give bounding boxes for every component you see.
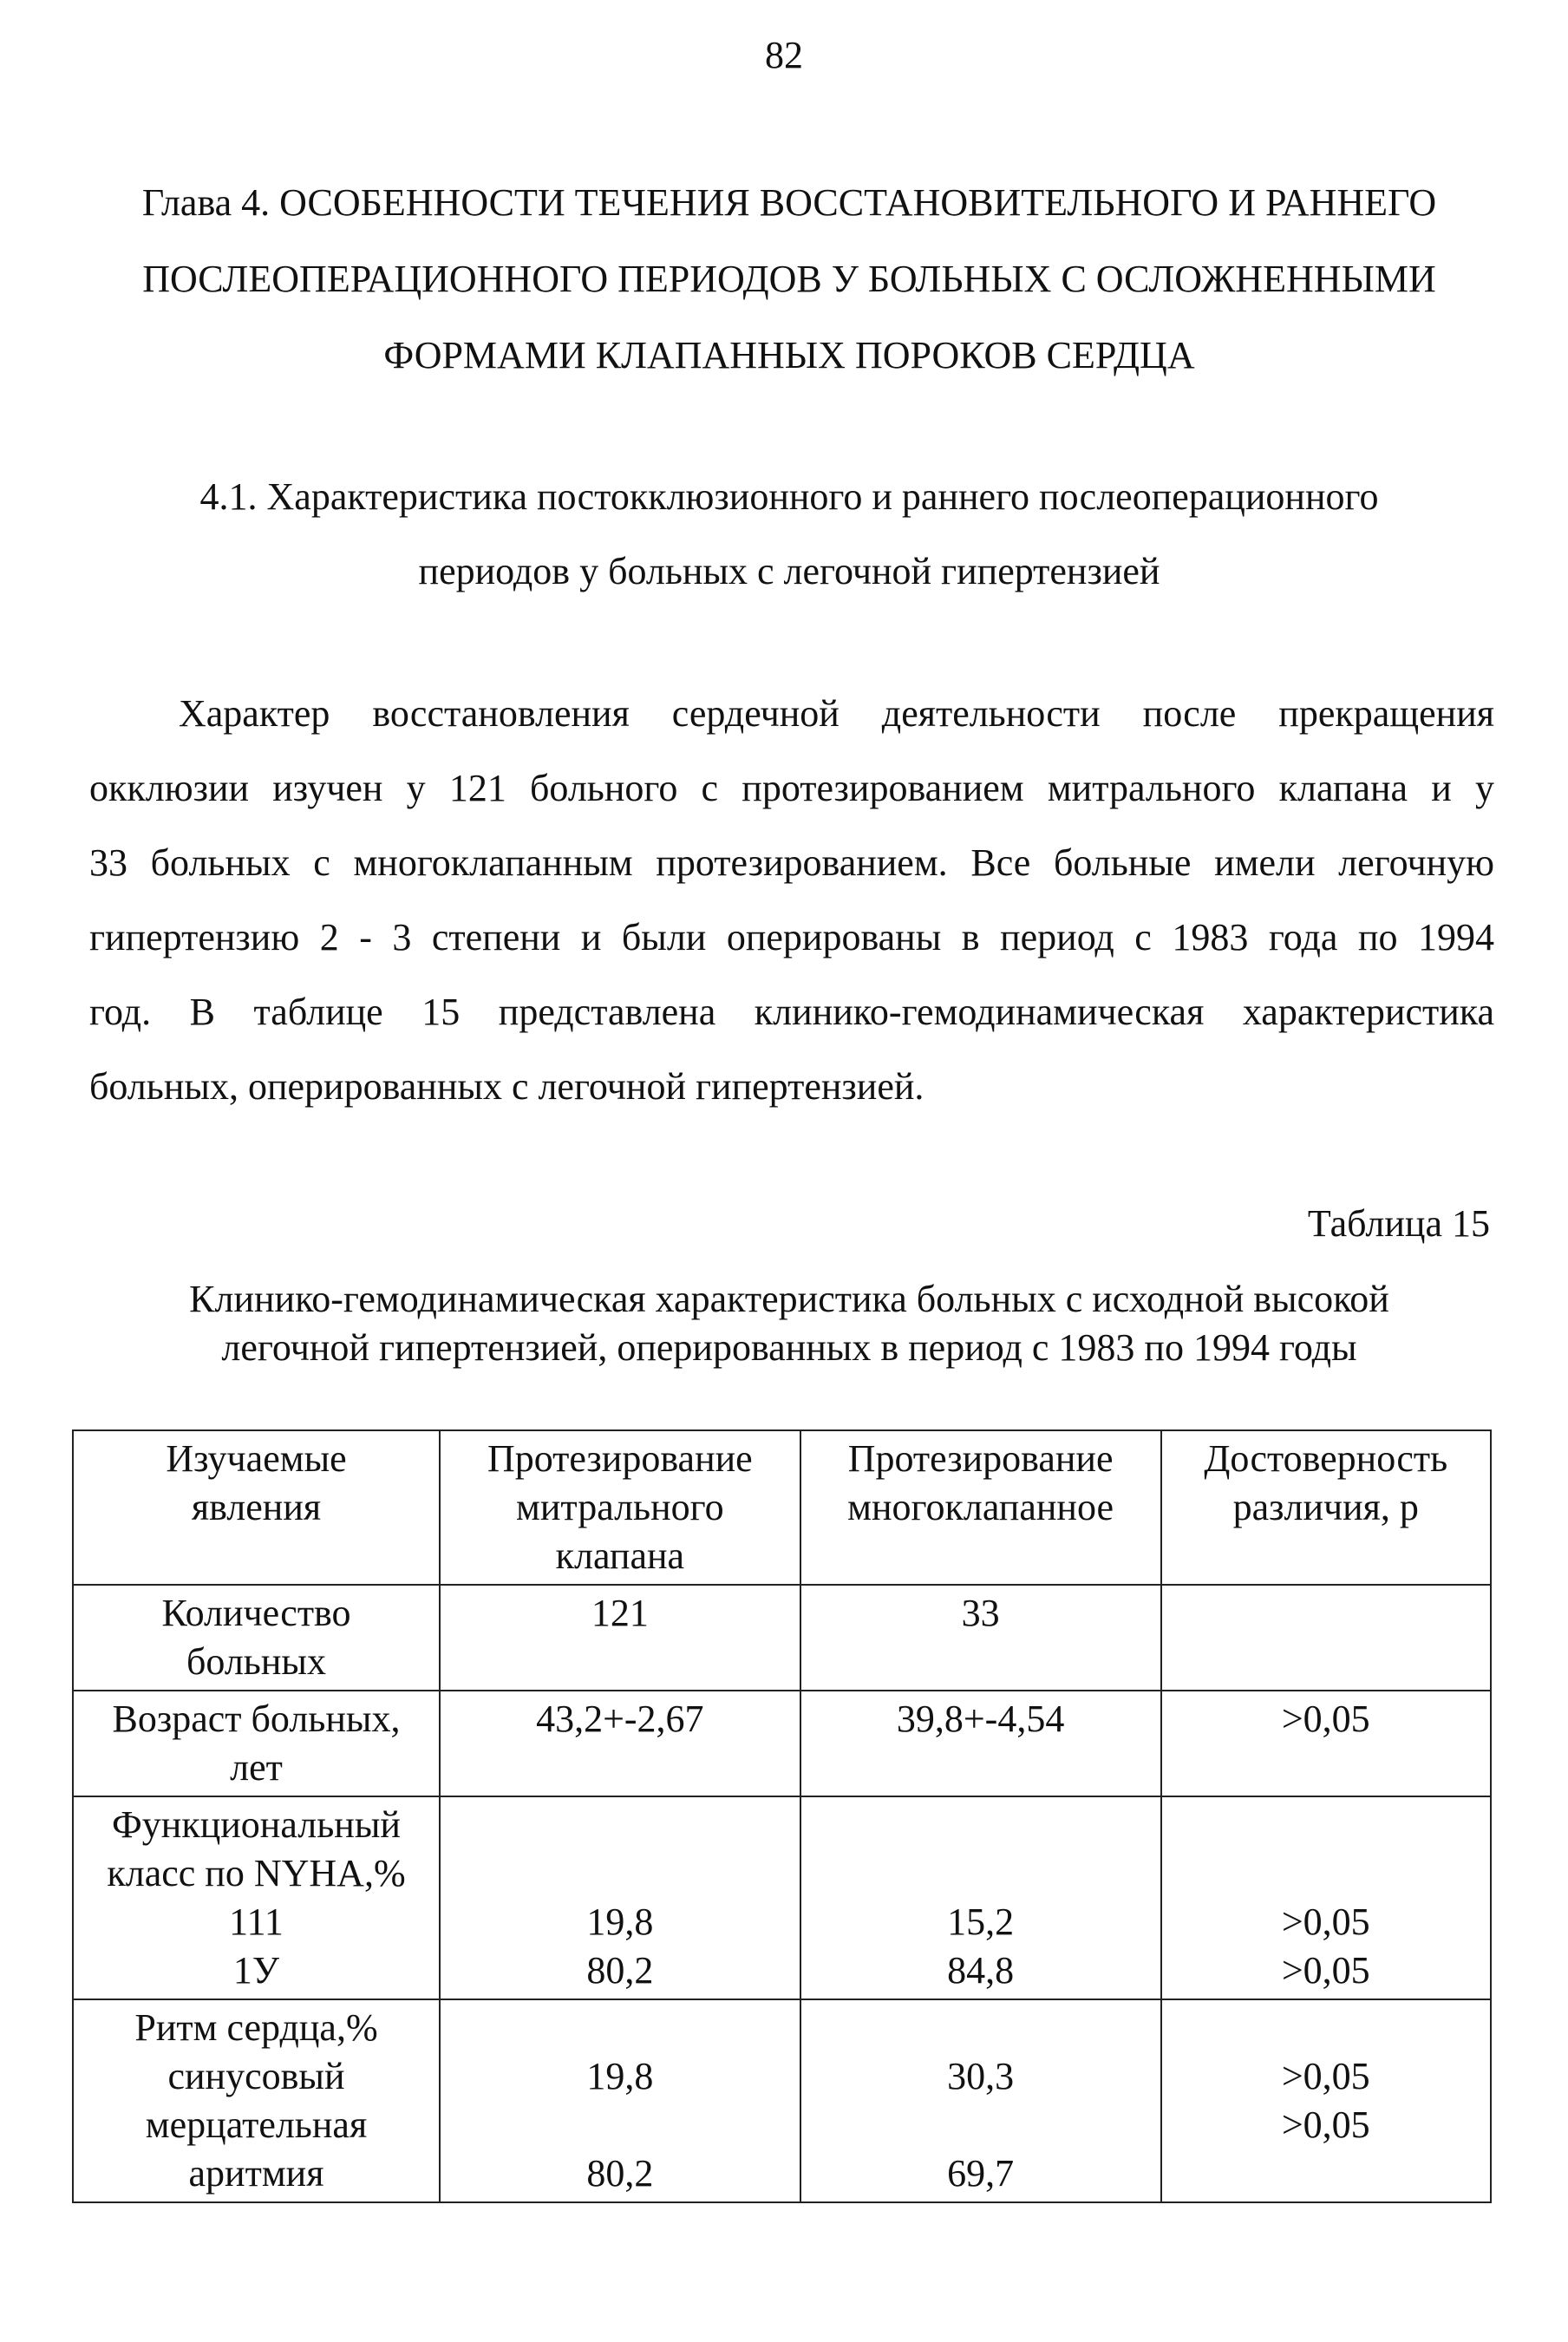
table-row xyxy=(73,1999,1491,2202)
chapter-heading-line: ФОРМАМИ КЛАПАННЫХ ПОРОКОВ СЕРДЦА xyxy=(383,334,1195,376)
cell-line: мерцательная xyxy=(145,2103,368,2146)
header-cell-significance xyxy=(1161,1430,1491,1585)
cell-line: >0,05 xyxy=(1281,2103,1370,2146)
row-label-cell xyxy=(73,1999,440,2202)
cell-line: явления xyxy=(191,1486,322,1528)
chapter-heading-line: ПОСЛЕОПЕРАЦИОННОГО ПЕРИОДОВ У БОЛЬНЫХ С ОСЛОЖНЕННЫМИ xyxy=(142,258,1436,300)
cell-line: Функциональный xyxy=(112,1803,401,1846)
cell-line: синусовый xyxy=(167,2055,345,2097)
cell-line: класс по NYHA,% xyxy=(107,1852,406,1894)
table-row xyxy=(73,1585,1491,1691)
value-cell: 43,2+-2,67 xyxy=(440,1691,800,1796)
value-cell xyxy=(440,1999,800,2202)
paragraph-line: Характер восстановления сердечной деятельности после прекращения xyxy=(179,692,1494,735)
value-cell: >0,05 xyxy=(1161,1691,1491,1796)
table-header-row xyxy=(73,1430,1491,1585)
section-heading xyxy=(52,460,1526,609)
cell-line: Протезирование xyxy=(487,1437,753,1480)
section-heading-line: 4.1. Характеристика постокклюзионного и раннего послеоперационного xyxy=(199,475,1379,518)
cell-line: клапана xyxy=(555,1534,685,1577)
table-row xyxy=(73,1796,1491,1999)
cell-line: Возраст больных, xyxy=(112,1698,401,1740)
row-label-cell xyxy=(73,1796,440,1999)
value-cell xyxy=(440,1796,800,1999)
cell-line: 111 xyxy=(229,1900,284,1943)
cell-line: 80,2 xyxy=(586,2152,654,2195)
value-cell xyxy=(800,1796,1161,1999)
cell-line: Протезирование xyxy=(847,1437,1114,1480)
value-cell xyxy=(1161,1796,1491,1999)
cell-line: Ритм сердца,% xyxy=(134,2006,378,2049)
value-cell xyxy=(1161,1585,1491,1691)
value-cell xyxy=(1161,1999,1491,2202)
cell-line: >0,05 xyxy=(1281,1900,1370,1943)
value-cell: 33 xyxy=(800,1585,1161,1691)
cell-line: 15,2 xyxy=(947,1900,1015,1943)
cell-line: Изучаемые xyxy=(166,1437,347,1480)
page-number: 82 xyxy=(765,34,803,76)
paragraph-line: гипертензию 2 - 3 степени и были оперированы в период с 1983 года по 1994 xyxy=(89,916,1494,958)
cell-line: 80,2 xyxy=(586,1949,654,1992)
cell-line: многоклапанное xyxy=(847,1486,1114,1528)
cell-line: 1У xyxy=(232,1949,280,1992)
paragraph-line: год. В таблице 15 представлена клинико-гемодинамическая характеристика xyxy=(89,991,1494,1033)
row-label-cell xyxy=(73,1691,440,1796)
value-cell xyxy=(800,1999,1161,2202)
cell-line: 19,8 xyxy=(586,2055,654,2097)
cell-line: Достоверность xyxy=(1204,1437,1448,1480)
paragraph-line: 33 больных с многоклапанным протезированием. Все больные имели легочную xyxy=(89,841,1494,884)
cell-line: лет xyxy=(230,1746,283,1789)
table-label: Таблица 15 xyxy=(1307,1202,1490,1245)
cell-line: 69,7 xyxy=(947,2152,1015,2195)
cell-line: 19,8 xyxy=(586,1900,654,1943)
section-heading-line: периодов у больных с легочной гипертензией xyxy=(418,550,1160,592)
paragraph-line: больных, оперированных с легочной гипертензией. xyxy=(89,1065,924,1108)
cell-line: больных xyxy=(186,1640,326,1683)
cell-line: Количество xyxy=(161,1592,351,1634)
table-title-line: Клинико-гемодинамическая характеристика больных с исходной высокой xyxy=(189,1278,1389,1320)
value-cell: 121 xyxy=(440,1585,800,1691)
data-table xyxy=(72,1429,1492,2203)
row-label-cell xyxy=(73,1585,440,1691)
table-row xyxy=(73,1691,1491,1796)
header-cell-mitral xyxy=(440,1430,800,1585)
value-cell: 39,8+-4,54 xyxy=(800,1691,1161,1796)
cell-line: 30,3 xyxy=(947,2055,1015,2097)
cell-line: аритмия xyxy=(188,2152,324,2195)
cell-line: >0,05 xyxy=(1281,1949,1370,1992)
header-cell-multivalve xyxy=(800,1430,1161,1585)
table-title-line: легочной гипертензией, оперированных в период с 1983 по 1994 годы xyxy=(221,1326,1357,1369)
header-cell-phenomena xyxy=(73,1430,440,1585)
chapter-heading xyxy=(52,165,1526,394)
cell-line: митрального xyxy=(516,1486,724,1528)
body-paragraph xyxy=(89,677,1494,1124)
cell-line: различия, р xyxy=(1232,1486,1419,1528)
paragraph-line: окклюзии изучен у 121 больного с протезированием митрального клапана и у xyxy=(89,767,1494,809)
table-title xyxy=(52,1275,1526,1372)
cell-line: 84,8 xyxy=(947,1949,1015,1992)
cell-line: >0,05 xyxy=(1281,2055,1370,2097)
chapter-heading-line: Глава 4. ОСОБЕННОСТИ ТЕЧЕНИЯ ВОССТАНОВИТЕЛЬНОГО И РАННЕГО xyxy=(141,181,1437,224)
